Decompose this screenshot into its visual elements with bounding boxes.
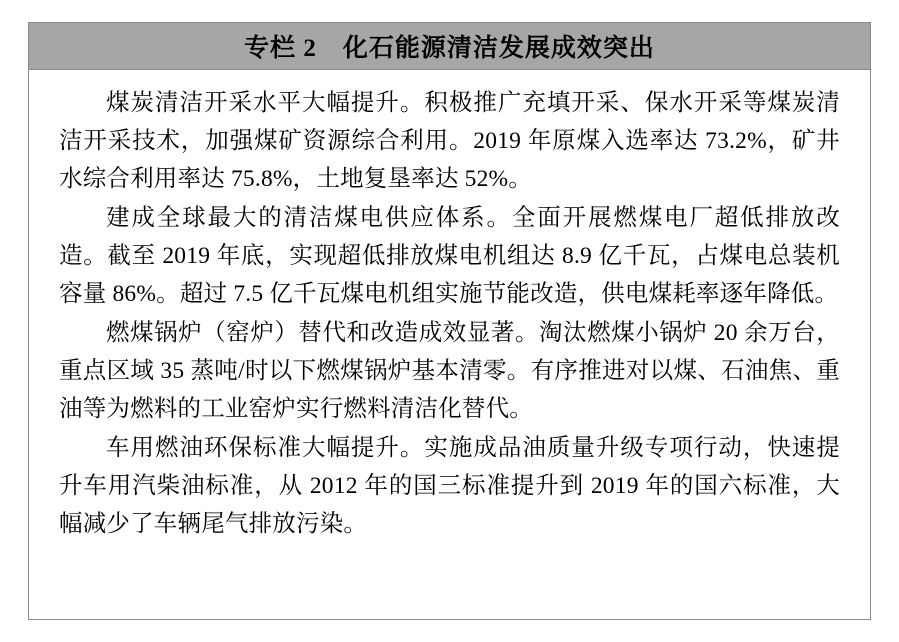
feature-box bbox=[28, 22, 871, 620]
paragraph: 煤炭清洁开采水平大幅提升。积极推广充填开采、保水开采等煤炭清洁开采技术，加强煤矿资源综合利用。2019 年原煤入选率达 73.2%，矿井水综合利用率达 75.8%，土地复垦率达 52%。 bbox=[59, 90, 840, 192]
feature-box-body bbox=[29, 70, 870, 554]
paragraph: 车用燃油环保标准大幅提升。实施成品油质量升级专项行动，快速提升车用汽柴油标准，从 2012 年的国三标准提升到 2019 年的国六标准，大幅减少了车辆尾气排放污染。 bbox=[59, 435, 840, 537]
paragraph: 燃煤锅炉（窑炉）替代和改造成效显著。淘汰燃煤小锅炉 20 余万台，重点区域 35 蒸吨/时以下燃煤锅炉基本清零。有序推进对以煤、石油焦、重油等为燃料的工业窑炉实行燃料清洁化替代。 bbox=[59, 320, 840, 422]
paragraph: 建成全球最大的清洁煤电供应体系。全面开展燃煤电厂超低排放改造。截至 2019 年底，实现超低排放煤电机组达 8.9 亿千瓦，占煤电总装机容量 86%。超过 7.5 亿千瓦煤电机组实施节能改造，供电煤耗率逐年降低。 bbox=[59, 205, 840, 307]
feature-box-header bbox=[29, 23, 870, 70]
feature-box-title: 专栏 2 化石能源清洁发展成效突出 bbox=[244, 35, 655, 62]
